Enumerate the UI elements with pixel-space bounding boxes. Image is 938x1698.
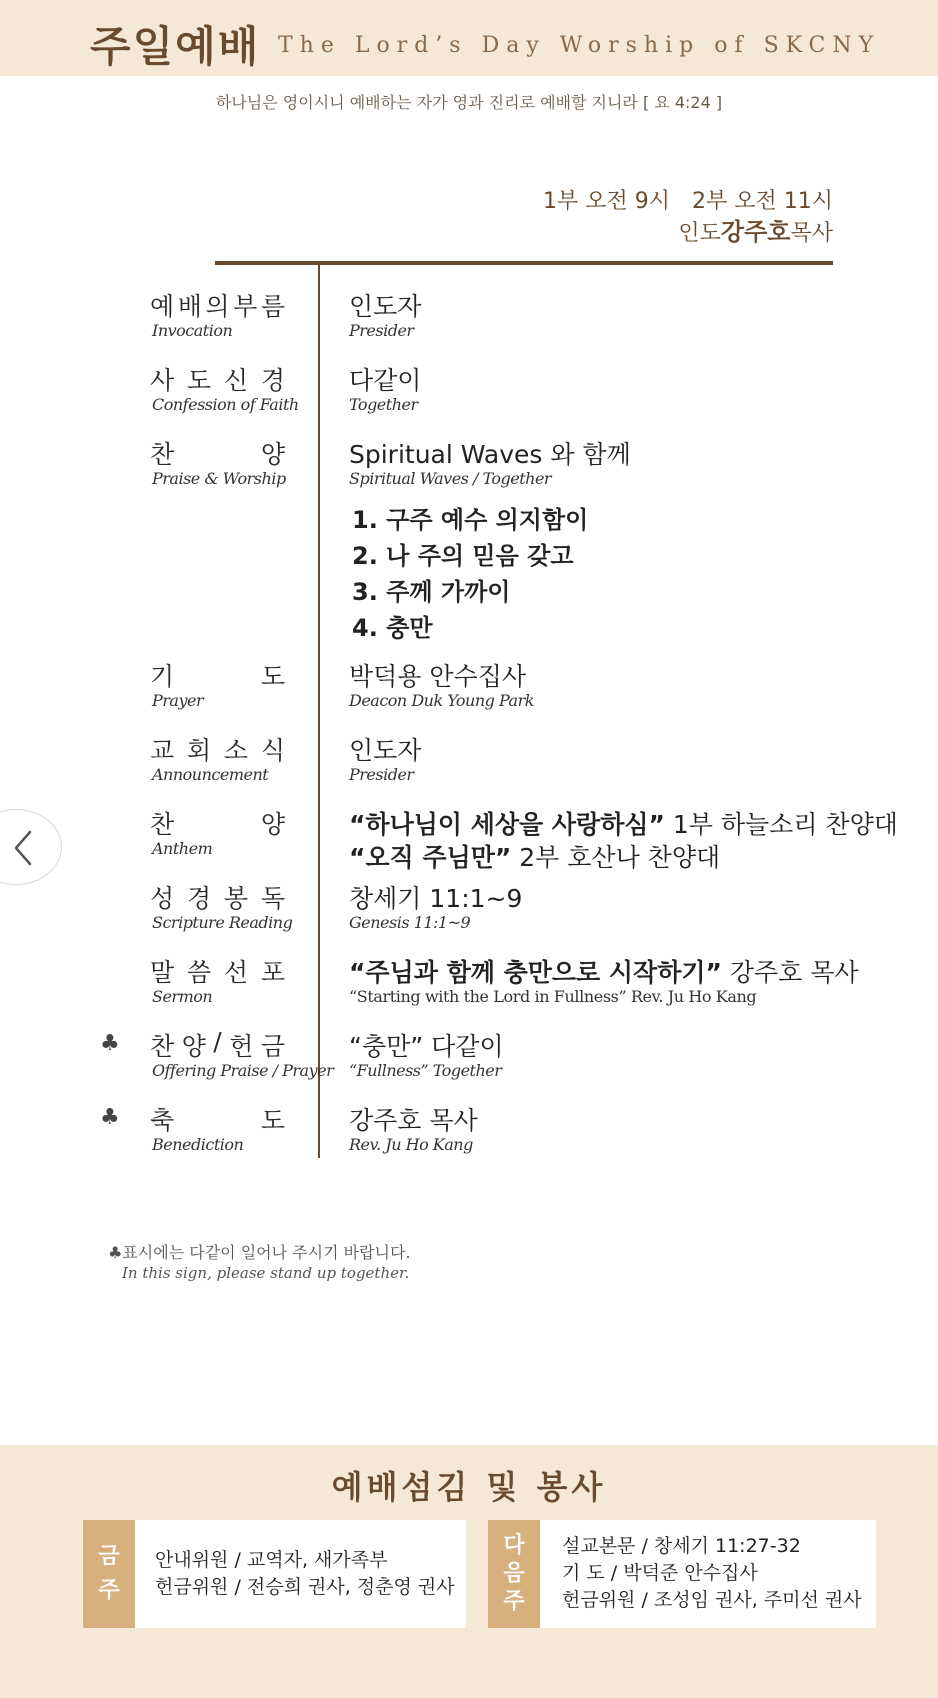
order-label-ko [150,435,285,471]
label-char: 양 [260,440,285,469]
order-label-ko [150,287,285,323]
order-label-ko [150,953,285,989]
anthem-choir-2: 2부 호산나 찬양대 [511,843,721,872]
label-char: 도 [260,662,285,691]
leader-name: 강주호 [720,218,791,246]
label-char: 배 [177,292,202,321]
label-char: 봉 [223,884,249,913]
label-char: 신 [223,366,249,395]
duty-line: 설교본문 / 창세기 11:27-32 [562,1535,801,1557]
this-week-box [83,1520,466,1628]
order-value-en: Genesis 11:1~9 [349,913,471,932]
label-char: 예 [150,292,175,321]
order-label-en: Confession of Faith [152,395,299,414]
label-char: 찬 [150,810,175,839]
page-subtitle: The Lord’s Day Worship of SKCNY [278,33,881,58]
service-leader: 인도강주호목사 [678,218,833,246]
this-week-tag: 금 주 [83,1520,135,1628]
order-label-ko [150,361,285,397]
label-char: 름 [260,292,285,321]
order-value-ko [349,805,898,841]
label-char: 양 [260,810,285,839]
order-value-ko: 인도자 [349,292,422,321]
order-value-ko: “충만” 다같이 [349,1032,504,1061]
label-char: 찬 [150,1032,175,1061]
hymn-item: 1. 구주 예수 의지함이 [352,506,589,534]
sermon-title: “주님과 함께 충만으로 시작하기” [349,958,722,987]
order-label-ko [150,1101,285,1137]
anthem-choir-1: 1부 하늘소리 찬양대 [664,810,898,839]
order-label-en: Offering Praise / Prayer [152,1061,334,1080]
next-week-tag: 다 음 주 [488,1520,540,1628]
label-char: 축 [150,1106,175,1135]
order-value-en: Rev. Ju Ho Kang [349,1135,473,1154]
previous-page-button[interactable] [0,809,62,885]
order-label-ko [150,805,285,841]
hymn-item: 2. 나 주의 믿음 갖고 [352,542,574,570]
label-char: 도 [186,366,212,395]
label-char: 교 [150,736,175,765]
label-char: 선 [223,958,249,987]
label-char: 경 [186,884,212,913]
this-week-lines [155,1547,455,1601]
hymn-item: 3. 주께 가까이 [352,578,511,606]
stand-note-ko: ♣표시에는 다같이 일어나 주시기 바랍니다. [108,1243,411,1262]
order-value-en: Spiritual Waves / Together [349,469,552,488]
horizontal-divider [215,261,833,265]
duty-line: 헌금위원 / 조성임 권사, 주미선 권사 [562,1589,862,1611]
order-value-en: Presider [349,321,414,340]
anthem-title-1: “하나님이 세상을 사랑하심” [349,810,665,839]
page-title: 주일예배 [90,22,261,71]
hymn-list [352,502,588,646]
order-value-ko: 인도자 [349,736,422,765]
order-value-en: “Fullness” Together [349,1061,502,1080]
order-label-en: Praise & Worship [152,469,286,488]
label-char: 소 [223,736,249,765]
label-char: 양 [181,1032,206,1061]
first-service-time: 1부 오전 9시 [543,189,670,214]
label-char: 성 [150,884,175,913]
order-value-ko: Spiritual Waves 와 함께 [349,440,631,469]
order-value-ko-2 [349,838,720,874]
order-label-ko [150,1027,285,1063]
chevron-left-icon [13,830,33,866]
next-week-box [488,1520,876,1628]
order-value-ko: 강주호 목사 [349,1106,478,1135]
second-service-time: 2부 오전 11시 [692,189,833,214]
label-char: 부 [233,292,258,321]
order-value-ko [349,953,859,989]
order-label-en: Sermon [152,987,213,1006]
label-char: 포 [260,958,285,987]
label-char: 사 [150,366,175,395]
label-char: 헌 [229,1032,254,1061]
label-char: 말 [150,958,175,987]
label-char: 금 [260,1032,285,1061]
order-value-ko: 다같이 [349,366,422,395]
order-value-en: “Starting with the Lord in Fullness” Rev. Ju Ho Kang [349,987,757,1006]
order-value-en: Presider [349,765,414,784]
stand-club-icon: ♣ [100,1031,120,1056]
order-value-ko: 창세기 11:1~9 [349,884,523,913]
sermon-preacher: 강주호 목사 [721,958,859,987]
duty-title: 예배섬김 및 봉사 [331,1468,607,1506]
stand-note-en: In this sign, please stand up together. [122,1264,410,1282]
order-label-en: Prayer [152,691,204,710]
label-char: 독 [260,884,285,913]
header-banner [0,0,938,76]
label-char: 의 [205,292,230,321]
order-value-ko: 박덕용 안수집사 [349,662,526,691]
anthem-title-2: “오직 주님만” [349,843,512,872]
order-label-ko [150,879,285,915]
order-label-ko [150,731,285,767]
order-label-ko [150,657,285,693]
label-char: 도 [260,1106,285,1135]
order-value-en: Deacon Duk Young Park [349,691,534,710]
label-char: 식 [260,736,285,765]
order-label-en: Announcement [152,765,269,784]
duty-line: 헌금위원 / 전승희 권사, 정춘영 권사 [155,1576,455,1598]
hymn-item: 4. 충만 [352,614,433,642]
order-value-en: Together [349,395,418,414]
scripture-verse: 하나님은 영이시니 예배하는 자가 영과 진리로 예배할 지니라 [ 요 4:24 ] [215,93,723,112]
duty-line: 안내위원 / 교역자, 새가족부 [155,1549,388,1571]
vertical-divider [318,265,320,1158]
label-char: 기 [150,662,175,691]
order-label-en: Scripture Reading [152,913,293,932]
service-times [543,186,833,249]
order-label-en: Anthem [152,839,213,858]
label-char: / [213,1027,222,1056]
order-label-en: Benediction [152,1135,244,1154]
service-duty-section [0,1445,938,1698]
duty-line: 기 도 / 박덕준 안수집사 [562,1562,758,1584]
label-char: 회 [186,736,212,765]
stand-club-icon: ♣ [100,1105,120,1130]
label-char: 경 [260,366,285,395]
label-char: 씀 [186,958,212,987]
order-label-en: Invocation [152,321,233,340]
next-week-lines [562,1533,862,1614]
label-char: 찬 [150,440,175,469]
